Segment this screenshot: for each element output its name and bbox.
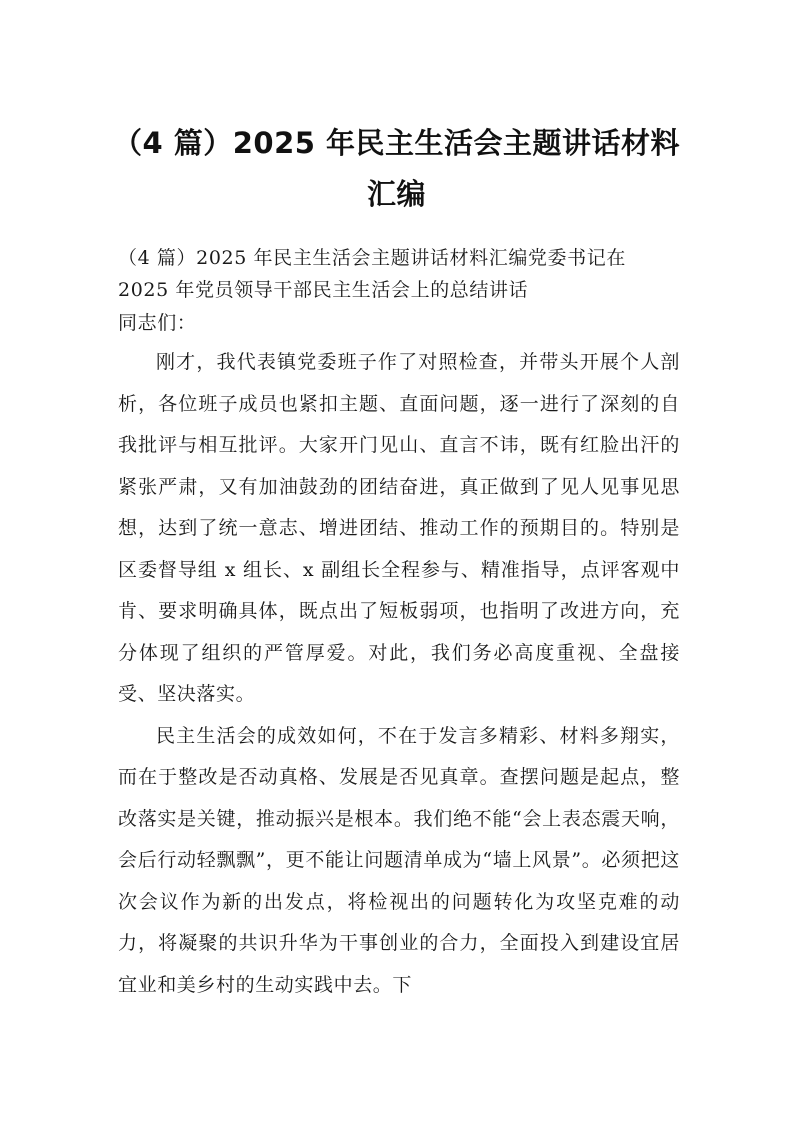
body-paragraph-1: 刚才，我代表镇党委班子作了对照检查，并带头开展个人剖析，各位班子成员也紧扣主题、直面问题，逐一进行了深刻的自我批评与相互批评。大家开门见山、直言不讳，既有红脸出汗的紧张严肃，又有加油鼓劲的团结奋进，真正做到了见人见事见思想，达到了统一意志、增进团结、推动工作的预期目的。特别是区委督导组 x 组长、x 副组长全程参与、精准指导，点评客观中肯、要求明确具体，既点出了短板弱项，也指明了改进方向，充分体现了组织的严管厚爱。对此，我们务必高度重视、全盘接受、坚决落实。: [118, 351, 680, 705]
subtitle-line-2: 2025 年党员领导干部民主生活会上的总结讲话: [118, 279, 529, 301]
body-paragraph-2: 民主生活会的成效如何，不在于发言多精彩、材料多翔实，而在于整改是否动真格、发展是否见真章。查摆问题是起点，整改落实是关键，推动振兴是根本。我们绝不能“会上表态震天响，会后行动轻飘飘”，更不能让问题清单成为“墙上风景”。必须把这次会议作为新的出发点，将检视出的问题转化为攻坚克难的动力，将凝聚的共识升华为干事创业的合力，全面投入到建设宜居宜业和美乡村的生动实践中去。下: [118, 724, 680, 996]
document-body: [118, 242, 680, 1006]
greeting: 同志们：: [118, 312, 197, 334]
subtitle-line-1: （4 篇）2025 年民主生活会主题讲话材料汇编党委书记在: [118, 247, 626, 269]
document-title: （4 篇）2025 年民主生活会主题讲话材料汇编: [112, 126, 681, 211]
